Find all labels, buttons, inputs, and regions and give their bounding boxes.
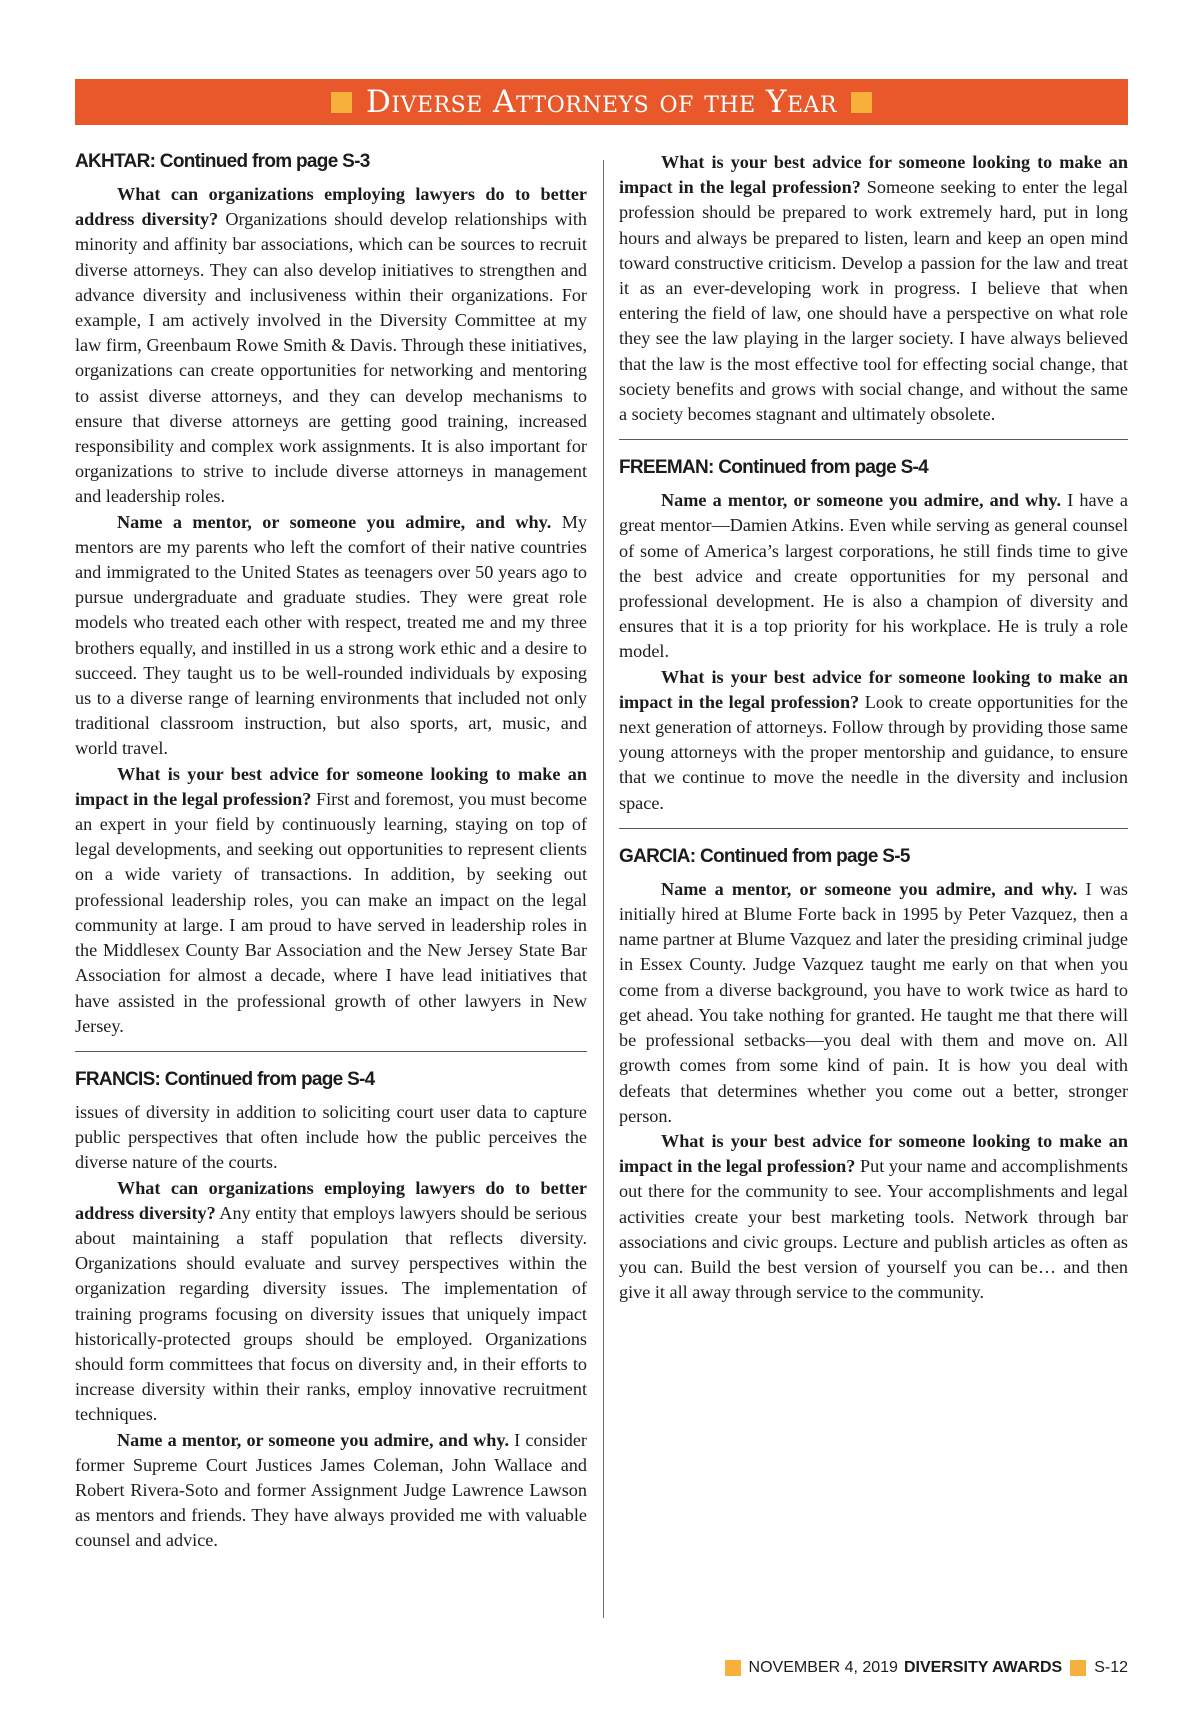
freeman-answer: I have a great mentor—Damien Atkins. Even while serving as general counsel of some of America’s largest corporations, he still finds time to give the best advice and create opportunities for my personal and professional development. He is also a champion of diversity and ensures that it is a top priority for his workplace. He is truly a role model. xyxy=(619,490,1128,662)
francis-answer: Any entity that employs lawyers should be serious about maintaining a staff population that reflects diversity. Organizations should evaluate and survey perspectives within the organization regarding diversity issues. The implementation of training programs focusing on diversity issues that uniquely impact historically-protected groups should be employed. Organizations should form committees that focus on diversity and, in their efforts to increase diversity within their ranks, employ innovative recruitment techniques. xyxy=(75,1202,588,1425)
section-divider xyxy=(619,828,1128,829)
francis-heading: FRANCIS: Continued from page S-4 xyxy=(75,1068,375,1090)
akhtar-answer: Organizations should develop relationships with minority and affinity bar associations, which can be sources to recruit diverse attorneys. They can also develop initiatives to strengthen and advance diversity and inclusiveness within their organizations. For example, I am actively involved in the Diversity Committee at my law firm, Greenbaum Rowe Smith & Davis. Through these initiatives, organizations can create opportunities for networking and mentoring to assist diverse attorneys, and they can develop mechanisms to ensure that diverse attorneys are getting good training, increased responsibility and complex work assignments. It is also important for organizations to strive to include diverse attorneys in management and leadership roles. xyxy=(75,209,587,507)
right-column xyxy=(619,150,1128,1305)
page-number: S-12 xyxy=(1094,1659,1128,1676)
akhtar-heading: AKHTAR: Continued from page S-3 xyxy=(75,151,370,172)
akhtar-section xyxy=(75,150,587,1039)
orange-square-left-icon xyxy=(331,92,352,113)
akhtar-question: What can organizations employing lawyers do to better address diversity? xyxy=(75,184,587,230)
garcia-answer: I was initially hired at Blume Forte back in 1995 by Peter Vazquez, then a name partner at Blume Vazquez and later the presiding criminal judge in Essex County. Judge Vazquez taught me early on that when you come from a diverse background, you have to work twice as hard to get ahead. You take nothing for granted. He taught me that there will be professional setbacks—you deal with them and move on. All growth comes from some kind of pain. It is how you deal with defeats that determines whether you come out a better, stronger person. xyxy=(619,878,1128,1126)
akhtar-answer: My mentors are my parents who left the comfort of their native countries and immigrated to the United States as teenagers over 50 years ago to pursue undergraduate and graduate studies. They were great role models who treated each other with respect, treated me and my three brothers equally, and instilled in us a strong work ethic and a desire to succeed. They taught us to be well-rounded individuals by exposing us to a diverse range of learning environments that included not only traditional classroom instruction, but also sports, art, music, and world travel. xyxy=(75,511,587,759)
left-column xyxy=(75,150,587,1554)
francis-question: What is your best advice for someone looking to make an impact in the legal profession? xyxy=(619,152,1128,198)
francis-question: Name a mentor, or someone you admire, and why. xyxy=(117,1429,510,1450)
freeman-answer: Look to create opportunities for the next generation of attorneys. Follow through by providing those same young attorneys with the proper mentorship and guidance, to ensure that we continue to move the needle in the diversity and inclusion space. xyxy=(619,691,1128,813)
freeman-question: Name a mentor, or someone you admire, and why. xyxy=(661,490,1062,511)
footer-date: NOVEMBER 4, 2019 xyxy=(748,1659,898,1676)
akhtar-answer: First and foremost, you must become an expert in your field by continuously learning, staying on top of legal developments, and seeking out opportunities to represent clients on a wide variety of transactions. In addition, by seeking out professional leadership roles, you can make an impact on the legal community at large. I am proud to have served in leadership roles in the Middlesex County Bar Association and the New Jersey State Bar Association for almost a decade, where I have lead initiatives that have assisted in the professional growth of other lawyers in New Jersey. xyxy=(75,788,587,1036)
orange-square-right-icon xyxy=(851,92,872,113)
orange-square-icon xyxy=(1070,1660,1086,1676)
banner-title: Diverse Attorneys of the Year xyxy=(366,84,837,120)
section-divider xyxy=(75,1051,587,1052)
orange-square-icon xyxy=(725,1660,741,1676)
freeman-paragraph xyxy=(619,665,1128,816)
section-banner xyxy=(75,79,1128,125)
akhtar-paragraph xyxy=(75,510,587,762)
garcia-question: Name a mentor, or someone you admire, and why. xyxy=(661,878,1078,899)
freeman-paragraph xyxy=(619,488,1128,664)
freeman-section xyxy=(619,456,1128,816)
page-footer xyxy=(717,1659,1128,1677)
francis-section xyxy=(75,1068,587,1554)
freeman-question: What is your best advice for someone looking to make an impact in the legal profession? xyxy=(619,666,1128,712)
akhtar-paragraph xyxy=(75,182,587,510)
garcia-heading: GARCIA: Continued from page S-5 xyxy=(619,845,910,867)
francis-question: What can organizations employing lawyers do to better address diversity? xyxy=(75,1177,587,1223)
akhtar-question: Name a mentor, or someone you admire, and why. xyxy=(117,511,552,532)
francis-paragraph xyxy=(619,150,1128,427)
garcia-question: What is your best advice for someone looking to make an impact in the legal profession? xyxy=(619,1130,1128,1177)
garcia-section xyxy=(619,845,1128,1305)
francis-answer: I consider former Supreme Court Justices James Coleman, John Wallace and Robert Rivera-Soto and former Assignment Judge Lawrence Lawson as mentors and friends. They have always provided me with valuable counsel and advice. xyxy=(75,1429,587,1551)
garcia-paragraph xyxy=(619,877,1128,1129)
footer-publication: DIVERSITY AWARDS xyxy=(903,1659,1063,1676)
francis-paragraph-continues xyxy=(75,1428,587,1554)
freeman-heading: FREEMAN: Continued from page S-4 xyxy=(619,457,929,479)
akhtar-paragraph xyxy=(75,762,587,1039)
section-divider xyxy=(619,439,1128,440)
francis-paragraph: issues of diversity in addition to soliciting court user data to capture public perspectives that often include how the public perceives the diverse nature of the courts. xyxy=(75,1101,587,1173)
francis-section-continued xyxy=(619,150,1128,427)
francis-paragraph xyxy=(75,1176,587,1428)
column-divider xyxy=(603,160,604,1618)
garcia-paragraph xyxy=(619,1129,1128,1305)
francis-answer: Someone seeking to enter the legal profession should be prepared to work extremely hard, put in long hours and always be prepared to listen, learn and keep an open mind toward constructive criticism. Develop a passion for the law and treat it as an ever-developing work in progress. I believe that when entering the field of law, one should have a perspective on what role they see the law playing in the larger society. I have always believed that the law is the most effective tool for effecting social change, that society benefits and grows with social change, and without the same a society becomes stagnant and ultimately obsolete. xyxy=(619,177,1128,425)
garcia-answer: Put your name and accomplishments out there for the community to see. Your accomplishments and legal activities create your best marketing tools. Network through bar associations and civic groups. Lecture and publish articles as often as you can. Build the best version of yourself you can be… and then give it all away through service to the community. xyxy=(619,1156,1128,1303)
akhtar-question: What is your best advice for someone looking to make an impact in the legal profession? xyxy=(75,763,587,809)
